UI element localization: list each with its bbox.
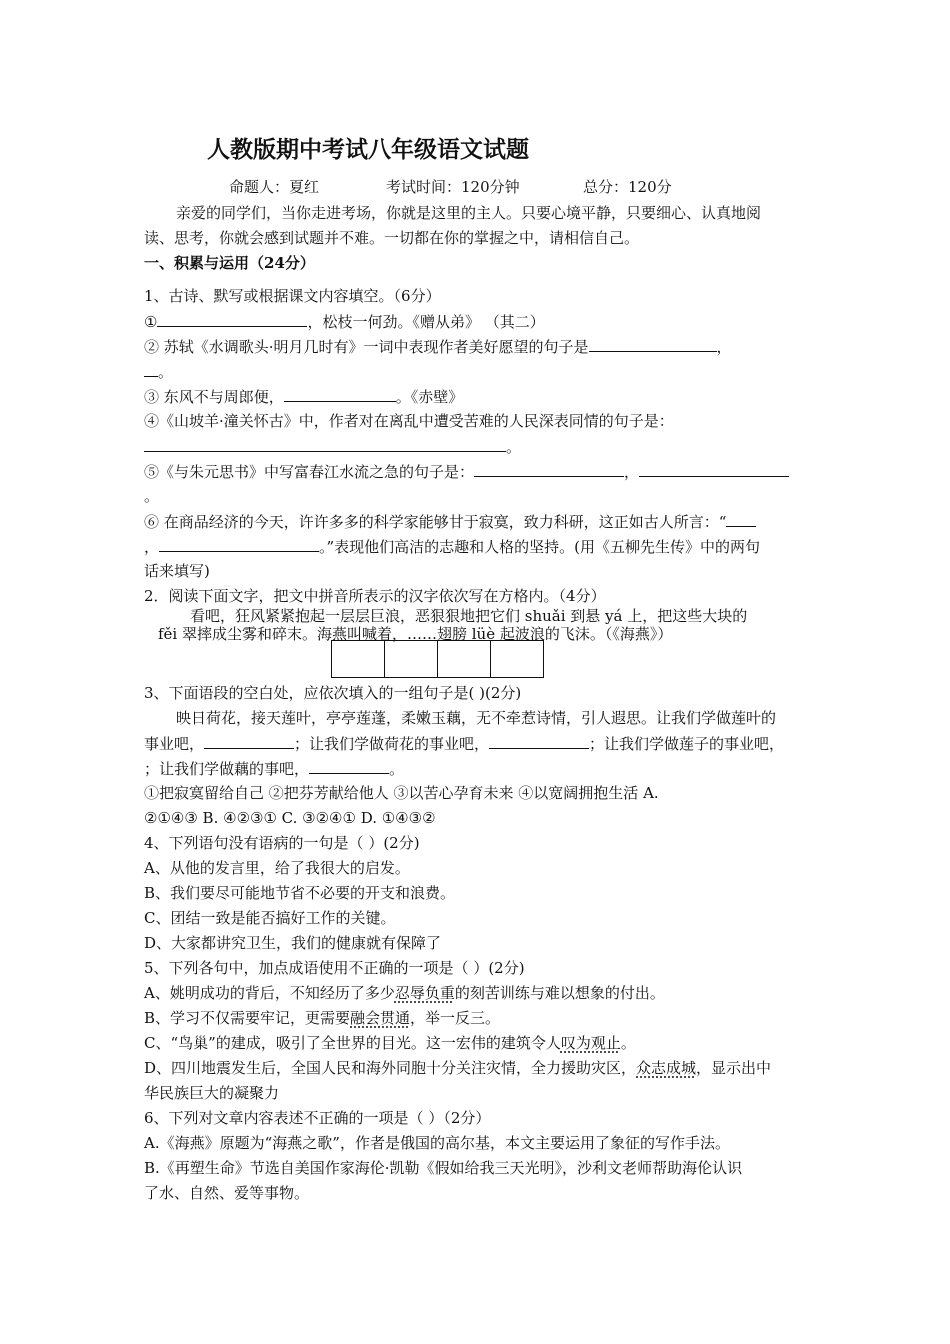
question-1-heading: 1、古诗、默写或根据课文内容填空。（6分）: [144, 287, 441, 305]
question-5-option-d-line-2: 华民族巨大的凝聚力: [144, 1084, 280, 1102]
intro-line-1: 亲爱的同学们，当你走进考场，你就是这里的主人。只要心境平静，只要细心、认真地阅: [176, 204, 762, 222]
answer-blank[interactable]: [489, 734, 589, 749]
question-1-item-5-end: 。: [144, 487, 160, 505]
item-text-end: 。: [506, 438, 522, 456]
passage-text: ；让我们学做荷花的事业吧，: [294, 735, 490, 753]
item-text: ② 苏轼《水调歌头·明月几时有》一词中表现作者美好愿望的句子是: [144, 338, 589, 356]
section-heading: 一、积累与运用（24分）: [144, 254, 315, 272]
item-text: ⑥ 在商品经济的今天，许许多多的科学家能够甘于寂寞，致力科研，这正如古人所言：“: [144, 513, 727, 531]
question-4-heading: 4、下列语句没有语病的一句是（ ）(2分): [144, 834, 420, 852]
passage-text: ；让我们学做莲子的事业吧，: [589, 735, 785, 753]
question-4-option-c: C、团结一致是能否搞好工作的关键。: [144, 909, 396, 927]
question-4-option-b: B、我们要尽可能地节省不必要的开支和浪费。: [144, 884, 456, 902]
question-1-item-4-blank: [144, 437, 521, 456]
answer-box[interactable]: [491, 641, 543, 677]
question-3-heading: 3、下面语段的空白处，应依次填入的一组句子是( )(2分): [144, 684, 522, 702]
author-info: 命题人：夏红: [229, 178, 320, 196]
question-4-option-d: D、大家都讲究卫生，我们的健康就有保障了: [144, 934, 442, 952]
exam-time-info: 考试时间：120分钟: [386, 178, 520, 196]
question-3-options-line-2: ②①④③ B. ④②③① C. ③②④① D. ①④③②: [144, 809, 436, 827]
question-1-item-4: ④《山坡羊·潼关怀古》中，作者对在离乱中遭受苦难的人民深表同情的句子是：: [144, 412, 674, 430]
dotted-idiom: 众志成城: [636, 1059, 697, 1077]
item-text-end: 。”表现他们高洁的志趣和人格的坚持。(用《五柳先生传》中的两句: [319, 538, 761, 556]
answer-blank[interactable]: [639, 462, 789, 477]
answer-grid: [331, 640, 544, 678]
question-2-passage-line-2: fěi 翠摔成尘雾和碎末。海燕叫喊着，……翅膀 lüè 起波浪的飞沫。（《海燕》）: [158, 625, 673, 643]
question-2-heading: 2．阅读下面文字，把文中拼音所表示的汉字依次写在方格内。（4分）: [144, 587, 606, 605]
dotted-idiom: 融会贯通: [350, 1009, 411, 1027]
question-6-option-b-line-2: 了水、自然、爱等事物。: [144, 1184, 310, 1202]
dotted-idiom: 忍辱负重: [394, 984, 455, 1002]
question-5-heading: 5、下列各句中，加点成语使用不正确的一项是（ ）(2分): [144, 959, 525, 977]
question-6-option-a: A.《海燕》原题为“海燕之歌”，作者是俄国的高尔基，本文主要运用了象征的写作手法。: [144, 1134, 730, 1152]
answer-blank[interactable]: [284, 387, 396, 402]
answer-blank[interactable]: [474, 462, 624, 477]
question-1-item-6-line-3: 话来填写): [144, 562, 210, 580]
intro-line-2: 读、思考，你就会感到试题并不难。一切都在你的掌握之中，请相信自己。: [144, 229, 640, 247]
item-text-end: 。《赤壁》: [395, 388, 464, 406]
question-1-item-2: [144, 337, 732, 356]
answer-blank[interactable]: [726, 512, 756, 527]
question-1-item-5: [144, 462, 789, 481]
answer-blank[interactable]: [309, 759, 389, 774]
item-text-end: 。: [158, 363, 174, 381]
answer-box[interactable]: [385, 641, 438, 677]
option-text: D、四川地震发生后，全国人民和海外同胞十分关注灾情，全力援助灾区，: [144, 1059, 637, 1077]
option-text: A、姚明成功的背后，不知经历了多少: [144, 984, 395, 1002]
dotted-idiom: 叹为观止: [560, 1034, 621, 1052]
option-text: 。: [620, 1034, 636, 1052]
item-text: ，松枝一何劲。《赠从弟》 （其二）: [307, 313, 545, 331]
question-6-heading: 6、下列对文章内容表述不正确的一项是（ ）（2分）: [144, 1109, 491, 1127]
question-3-options-line-1: ①把寂寞留给自己 ②把芬芳献给他人 ③以苦心孕育未来 ④以宽阔拥抱生活 A.: [144, 784, 659, 802]
question-4-option-a: A、从他的发言里，给了我很大的启发。: [144, 859, 410, 877]
question-3-passage-line-2: [144, 734, 784, 753]
item-text-end: ，: [716, 338, 732, 356]
option-text: ，举一反三。: [410, 1009, 501, 1027]
answer-blank[interactable]: [144, 437, 506, 452]
answer-blank[interactable]: [589, 337, 717, 352]
question-3-passage-line-3: [144, 759, 404, 778]
answer-blank[interactable]: [157, 312, 307, 327]
question-1-item-6-line-2: [144, 537, 760, 556]
question-5-option-c: [144, 1034, 636, 1052]
item-text: ③ 东风不与周郎便，: [144, 388, 284, 406]
item-text-mid: ，: [624, 463, 640, 481]
question-1-item-1: [144, 312, 545, 331]
item-marker: ①: [144, 313, 158, 331]
question-1-item-3: [144, 387, 463, 406]
option-text: C、“鸟巢”的建成，吸引了全世界的目光。这一宏伟的建筑令人: [144, 1034, 561, 1052]
question-5-option-b: [144, 1009, 500, 1027]
total-score-info: 总分：120分: [583, 178, 672, 196]
question-1-item-6: [144, 512, 756, 531]
option-text: 的刻苦训练与难以想象的付出。: [454, 984, 665, 1002]
passage-text: 事业吧，: [144, 735, 205, 753]
answer-blank[interactable]: [159, 537, 319, 552]
answer-box[interactable]: [438, 641, 491, 677]
answer-box[interactable]: [332, 641, 385, 677]
question-5-option-a: [144, 984, 665, 1002]
option-text: ，显示出中: [696, 1059, 772, 1077]
option-text: B、学习不仅需要牢记，更需要: [144, 1009, 351, 1027]
answer-blank[interactable]: [144, 362, 158, 377]
item-text: ，: [144, 538, 160, 556]
question-6-option-b: B.《再塑生命》节选自美国作家海伦·凯勒《假如给我三天光明》，沙利文老师帮助海伦认识: [144, 1159, 743, 1177]
question-2-passage-line-1: 看吧，狂风紧紧抱起一层层巨浪，恶狠狠地把它们 shuǎi 到悬 yá 上，把这些大块的: [190, 607, 748, 625]
question-3-passage-line-1: 映日荷花，接天莲叶，亭亭莲蓬，柔嫩玉藕，无不牵惹诗情，引人遐思。让我们学做莲叶的: [176, 709, 777, 727]
page-title: 人教版期中考试八年级语文试题: [207, 137, 529, 163]
answer-blank[interactable]: [204, 734, 294, 749]
question-1-item-2-end: [144, 362, 173, 381]
passage-text: 。: [389, 760, 405, 778]
item-text: ⑤《与朱元思书》中写富春江水流之急的句子是：: [144, 463, 475, 481]
passage-text: ；让我们学做藕的事吧，: [144, 760, 310, 778]
question-5-option-d: [144, 1059, 771, 1077]
